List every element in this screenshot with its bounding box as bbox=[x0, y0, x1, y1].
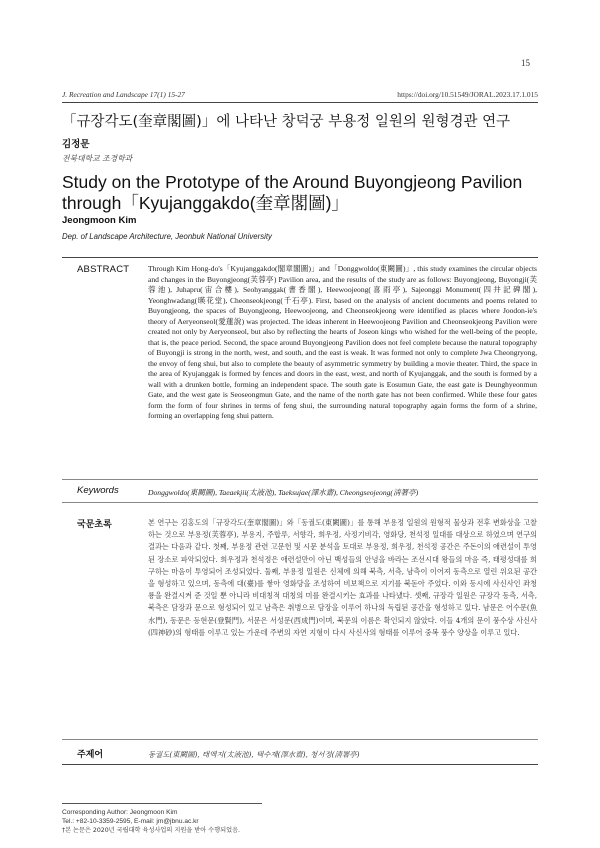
journal-citation: J. Recreation and Landscape 17(1) 15-27 bbox=[62, 90, 185, 99]
author-korean: 김정문 bbox=[62, 139, 90, 150]
footnotes bbox=[62, 808, 532, 836]
footnote-funding: †본 논문은 2020년 국립대학 육성사업의 지원을 받아 수행되었음. bbox=[62, 827, 241, 835]
keywords-top-divider bbox=[62, 479, 538, 480]
keywords-bottom-divider bbox=[62, 502, 538, 503]
page-number: 15 bbox=[521, 58, 530, 68]
korean-abstract-label: 국문초록 bbox=[77, 520, 112, 530]
korean-keywords-list: 동궐도(東闕圖), 태액지(太液池), 택수재(澤水齋), 청서정(淸署亭) bbox=[148, 750, 360, 759]
footnote-divider bbox=[62, 803, 262, 804]
abstract-body: Through Kim Hong-do's「Kyujanggakdo(閣章閣圖)」and「Donggwoldo(東闕圖)」, this study examines the circular objects and changes in the Buyongjeong(芙蓉亭) Pavilion area, and the results of the study are as follows: Buyongjeong, Buyongji(芙蓉池), Juhapru(宙合樓), Seohyanggak(書香閣), Heewoojeong(喜雨亭), Sajeonggi Monument(四井記碑閣), Yeonghwadang(暎花堂), Cheonseokjeong(千石亭). First, based on the analysis of ancient documents and poems related to Buyongjeong, the spaces of Buyongjeong, Heewoojeong, and Cheonseokjeong were identified as places where Joodon-ie's theory of Aeryeonseol(愛蓮說) was projected. The ideas inherent in Heewoojeong Pavilion and Cheonseokjeong Pavilion were created not only by Aeryeonseol, but also by reflecting the hearts of Joseon kings who wished for the well-being of the people, that is, the peace period. Second, the space around Buyongjeong Pavilion does not feel complete because the natural topography of Buyongji is strong in the north, west, and south, and the east is weak. It was formed not only to complete Jwa Cheongryong, the envoy of feng shui, but also to complete the beauty of asymmetric symmetry by building a movie theater. Third, the space in the area of Kyujanggak is formed by fences and doors in the east, west, and north of Kyujanggak, and the south is formed by a wall with a drunken bottle, forming an independent space. The south gate is Eosumun Gate, the east gate is Deunghyeonmun Gate, and the west gate is Seoseongmun Gate, and the name of the north gate has not been confirmed. While these four gates form the form of four shrines in terms of feng shui, the surrounding natural topography again forms the form of a shrine, forming an overlapping feng shui pattern. bbox=[148, 264, 537, 420]
korean-keywords-top-divider bbox=[62, 739, 538, 740]
footnote-contact: Tel.: +82-10-3359-2595, E-mail: jm@jbnu.ac.kr bbox=[62, 818, 199, 826]
affiliation-korean: 전북대학교 조경학과 bbox=[62, 154, 133, 163]
korean-keywords-bottom-divider bbox=[62, 764, 538, 765]
korean-keywords-label: 주제어 bbox=[77, 750, 104, 760]
header-divider bbox=[62, 102, 538, 103]
korean-abstract-body: 본 연구는 김홍도의「규장각도(奎章閣圖)」와「동궐도(東闕圖)」를 통해 부용정 일원의 원형적 물상과 전후 변화상을 고찰하는 것으로 부용정(芙蓉亭), 부용지, 주합루, 서향각, 희우정, 사정기비각, 영화당, 천석정 일대를 대상으로 하였으며 연구의 결과는 다음과 같다. 첫째, 부용정 관련 고문헌 및 시문 분석을 토대로 부용정, 희우정, 천석정 공간은 주돈이의 애련설이 투영된 장소로 파악되었다. 희우정과 천석정은 애련설만이 아닌 백성들의 안녕을 바라는 조선시대 왕들의 마음 즉, 태평성대를 희구하는 마음이 투영되어 조성되었다. 둘째, 부용정 일원은 신체에 의해 북측, 서측, 남측이 이어져 동측으로 열린 위요된 공간을 형성하고 있으며, 동측에 대(臺)를 쌓아 영화당을 조성하여 비보책으로 지기를 북돋아 주었다. 이와 동시에 사신사인 좌청룡을 완결시켜 준 것일 뿐 아니라 비대칭적 대칭의 미를 완결시키는 효과를 나타냈다. 셋째, 규장각 일원은 규장각 동측, 서측, 북측은 담장과 문으로 형성되어 있고 남측은 취병으로 담장을 이루어 하나의 독립된 공간을 형성하고 있다. 남문은 어수문(魚水門), 동문은 등현문(登賢門), 서문은 서성문(西成門)이며, 북문의 이름은 확인되지 않았다. 이들 4개의 문이 풍수상 사신사(四神砂)의 형태를 이루고 있는 가운데 주변의 자연 지형이 다시 사신사의 형태를 이루어 중복 풍수 양상을 이루고 있다. bbox=[148, 518, 537, 637]
title-english: Study on the Prototype of the Around Buyongjeong Pavilion through「Kyujanggakdo(奎章閣圖)」 bbox=[62, 172, 523, 213]
running-header bbox=[62, 90, 538, 102]
title-korean: 「규장각도(奎章閣圖)」에 나타난 창덕궁 부용정 일원의 원형경관 연구 bbox=[62, 114, 511, 130]
keywords-label: Keywords bbox=[77, 485, 119, 496]
abstract-label: ABSTRACT bbox=[77, 264, 130, 275]
abstract-top-divider bbox=[62, 257, 538, 258]
keywords-list: Donggwoldo(東闕圖), Taeaekjii(太液池), Taeksujae(澤水齋), Cheongseojeong(淸署亭) bbox=[148, 488, 419, 497]
footnote-corresponding-author: Corresponding Author: Jeongmoon Kim bbox=[62, 809, 178, 816]
affiliation-english: Dep. of Landscape Architecture, Jeonbuk National University bbox=[62, 232, 272, 241]
author-english: Jeongmoon Kim bbox=[62, 215, 137, 226]
doi-link[interactable]: https://doi.org/10.51549/JORAL.2023.17.1.015 bbox=[397, 90, 538, 99]
